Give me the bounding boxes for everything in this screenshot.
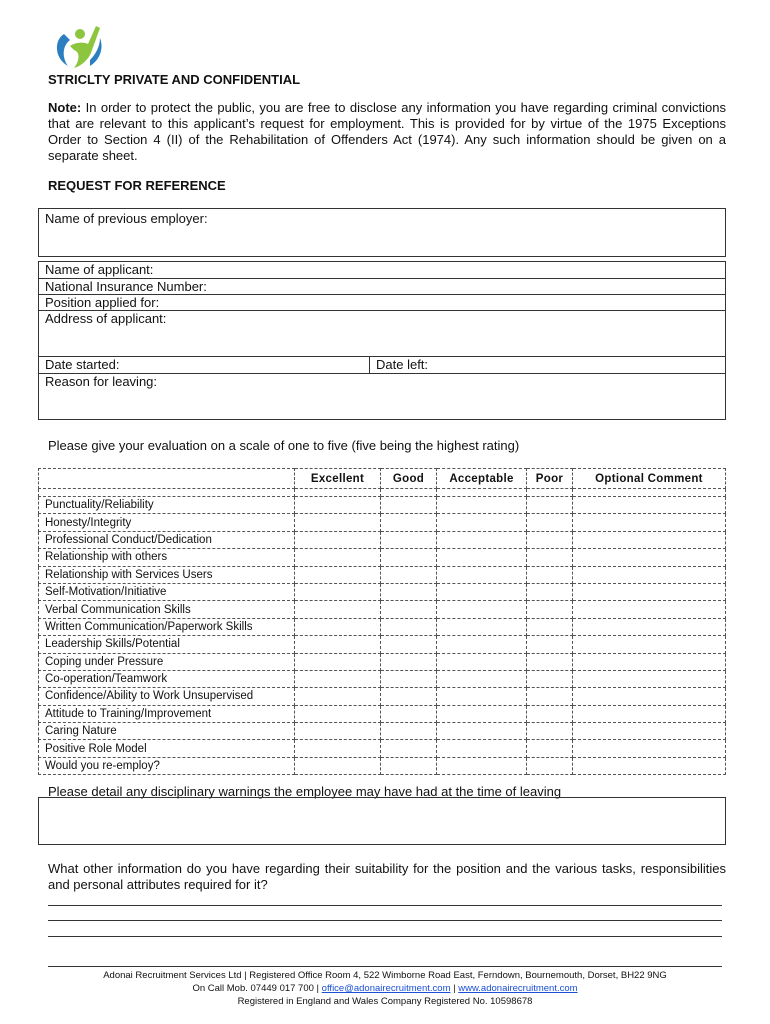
table-row xyxy=(39,757,726,774)
table-row xyxy=(39,601,726,618)
rating-cell-comment[interactable] xyxy=(573,653,726,670)
criterion-label: Would you re-employ? xyxy=(39,757,295,774)
criterion-label: Verbal Communication Skills xyxy=(39,601,295,618)
rating-cell-excellent[interactable] xyxy=(295,740,381,757)
rating-cell-excellent[interactable] xyxy=(295,723,381,740)
table-row xyxy=(39,688,726,705)
date-left-label: Date left: xyxy=(376,357,429,372)
rating-cell-excellent[interactable] xyxy=(295,601,381,618)
rating-cell-good[interactable] xyxy=(381,653,437,670)
rating-cell-good[interactable] xyxy=(381,583,437,600)
rating-cell-good[interactable] xyxy=(381,670,437,687)
rating-cell-poor[interactable] xyxy=(527,531,573,548)
criterion-label: Caring Nature xyxy=(39,723,295,740)
rating-cell-comment[interactable] xyxy=(573,618,726,635)
evaluation-instruction: Please give your evaluation on a scale of one to five (five being the highest rating) xyxy=(48,438,520,453)
criterion-label: Relationship with others xyxy=(39,549,295,566)
footer-divider xyxy=(48,966,722,967)
rating-cell-poor[interactable] xyxy=(527,705,573,722)
rating-cell-comment[interactable] xyxy=(573,583,726,600)
criterion-label: Confidence/Ability to Work Unsupervised xyxy=(39,688,295,705)
footer-website-link[interactable]: www.adonairecruitment.com xyxy=(458,983,578,994)
table-row xyxy=(39,636,726,653)
rating-cell-comment[interactable] xyxy=(573,670,726,687)
rating-cell-poor[interactable] xyxy=(527,566,573,583)
rating-cell-excellent[interactable] xyxy=(295,688,381,705)
table-row xyxy=(39,583,726,600)
rating-cell-acceptable[interactable] xyxy=(437,670,527,687)
rating-cell-excellent[interactable] xyxy=(295,497,381,514)
rating-cell-good[interactable] xyxy=(381,601,437,618)
rating-cell-poor[interactable] xyxy=(527,757,573,774)
footer-address: Adonai Recruitment Services Ltd | Registered Office Room 4, 522 Wimborne Road East, Ferndown, Bournemouth, Dorset, BH22 9NG xyxy=(103,970,667,981)
rating-cell-comment[interactable] xyxy=(573,531,726,548)
applicant-details-box xyxy=(38,261,726,420)
footer-email-link[interactable]: office@adonairecruitment.com xyxy=(321,983,451,994)
rating-cell-excellent[interactable] xyxy=(295,549,381,566)
rating-cell-poor[interactable] xyxy=(527,497,573,514)
criterion-label: Coping under Pressure xyxy=(39,653,295,670)
table-row xyxy=(39,618,726,635)
rating-cell-acceptable[interactable] xyxy=(437,636,527,653)
table-row xyxy=(39,531,726,548)
rating-cell-acceptable[interactable] xyxy=(437,497,527,514)
rating-cell-comment[interactable] xyxy=(573,497,726,514)
rating-cell-excellent[interactable] xyxy=(295,757,381,774)
criterion-label: Punctuality/Reliability xyxy=(39,497,295,514)
rating-cell-comment[interactable] xyxy=(573,636,726,653)
footer xyxy=(40,969,730,1008)
rating-cell-comment[interactable] xyxy=(573,688,726,705)
other-info-label: What other information do you have regarding their suitability for the position and the various tasks, responsibilities and personal attributes required for it? xyxy=(48,861,726,892)
rating-cell-acceptable[interactable] xyxy=(437,549,527,566)
rating-cell-good[interactable] xyxy=(381,688,437,705)
rating-cell-comment[interactable] xyxy=(573,740,726,757)
ni-number-label: National Insurance Number: xyxy=(45,279,207,294)
rating-cell-good[interactable] xyxy=(381,618,437,635)
rating-cell-acceptable[interactable] xyxy=(437,514,527,531)
rating-cell-excellent[interactable] xyxy=(295,514,381,531)
applicant-name-label: Name of applicant: xyxy=(45,262,154,277)
rating-cell-poor[interactable] xyxy=(527,670,573,687)
rating-cell-acceptable[interactable] xyxy=(437,618,527,635)
note-label: Note: xyxy=(48,100,82,115)
col-excellent: Excellent xyxy=(295,469,381,489)
rating-cell-comment[interactable] xyxy=(573,757,726,774)
rating-cell-excellent[interactable] xyxy=(295,670,381,687)
rating-cell-good[interactable] xyxy=(381,514,437,531)
rating-cell-excellent[interactable] xyxy=(295,618,381,635)
rating-cell-excellent[interactable] xyxy=(295,583,381,600)
rating-cell-comment[interactable] xyxy=(573,723,726,740)
rating-cell-excellent[interactable] xyxy=(295,705,381,722)
rating-cell-comment[interactable] xyxy=(573,514,726,531)
rating-cell-good[interactable] xyxy=(381,497,437,514)
table-row xyxy=(39,705,726,722)
address-label: Address of applicant: xyxy=(45,311,167,326)
confidential-heading: STRICLTY PRIVATE AND CONFIDENTIAL xyxy=(48,72,301,87)
answer-line-2[interactable] xyxy=(48,920,722,921)
rating-cell-good[interactable] xyxy=(381,549,437,566)
previous-employer-label: Name of previous employer: xyxy=(45,211,208,226)
col-good: Good xyxy=(381,469,437,489)
evaluation-table xyxy=(38,468,726,775)
rating-cell-good[interactable] xyxy=(381,531,437,548)
col-acceptable: Acceptable xyxy=(437,469,527,489)
rating-cell-acceptable[interactable] xyxy=(437,757,527,774)
criterion-label: Co-operation/Teamwork xyxy=(39,670,295,687)
criterion-label: Leadership Skills/Potential xyxy=(39,636,295,653)
rating-cell-poor[interactable] xyxy=(527,740,573,757)
rating-cell-poor[interactable] xyxy=(527,583,573,600)
rating-cell-poor[interactable] xyxy=(527,636,573,653)
disciplinary-field[interactable] xyxy=(38,797,726,845)
rating-cell-acceptable[interactable] xyxy=(437,601,527,618)
criteria-header xyxy=(39,469,295,489)
table-row xyxy=(39,549,726,566)
rating-cell-good[interactable] xyxy=(381,636,437,653)
table-row xyxy=(39,653,726,670)
rating-cell-poor[interactable] xyxy=(527,688,573,705)
rating-cell-good[interactable] xyxy=(381,740,437,757)
previous-employer-field[interactable] xyxy=(38,208,726,257)
answer-line-3[interactable] xyxy=(48,936,722,937)
rating-cell-excellent[interactable] xyxy=(295,566,381,583)
table-header-row xyxy=(39,469,726,489)
criterion-label: Professional Conduct/Dedication xyxy=(39,531,295,548)
rating-cell-poor[interactable] xyxy=(527,723,573,740)
table-row xyxy=(39,723,726,740)
company-logo xyxy=(50,20,110,72)
reason-leaving-label: Reason for leaving: xyxy=(45,374,158,389)
rating-cell-acceptable[interactable] xyxy=(437,531,527,548)
rating-cell-comment[interactable] xyxy=(573,705,726,722)
rating-cell-good[interactable] xyxy=(381,705,437,722)
table-row xyxy=(39,497,726,514)
request-title: REQUEST FOR REFERENCE xyxy=(48,178,226,193)
rating-cell-acceptable[interactable] xyxy=(437,583,527,600)
rating-cell-poor[interactable] xyxy=(527,653,573,670)
rating-cell-acceptable[interactable] xyxy=(437,740,527,757)
answer-line-1[interactable] xyxy=(48,905,722,906)
footer-registration: Registered in England and Wales Company Registered No. 10598678 xyxy=(237,996,533,1007)
col-comment: Optional Comment xyxy=(573,469,726,489)
rating-cell-excellent[interactable] xyxy=(295,531,381,548)
rating-cell-comment[interactable] xyxy=(573,566,726,583)
footer-separator: | xyxy=(453,983,456,994)
footer-phone: On Call Mob. 07449 017 700 | xyxy=(192,983,320,994)
criterion-label: Self-Motivation/Initiative xyxy=(39,583,295,600)
table-row xyxy=(39,740,726,757)
criterion-label: Relationship with Services Users xyxy=(39,566,295,583)
rating-cell-acceptable[interactable] xyxy=(437,705,527,722)
col-poor: Poor xyxy=(527,469,573,489)
rating-cell-comment[interactable] xyxy=(573,601,726,618)
position-label: Position applied for: xyxy=(45,295,160,310)
rating-cell-acceptable[interactable] xyxy=(437,688,527,705)
rating-cell-acceptable[interactable] xyxy=(437,723,527,740)
note-text: In order to protect the public, you are free to disclose any information you have regarding criminal convictions that are relevant to this applicant’s request for employment. This is provided for by virtue of the 1975 Exceptions Order to Section 4 (II) of the Rehabilitation of Offenders Act (1974). Any such information should be given on a separate sheet. xyxy=(48,100,726,163)
table-spacer-row xyxy=(39,489,726,497)
rating-cell-poor[interactable] xyxy=(527,514,573,531)
rating-cell-excellent[interactable] xyxy=(295,636,381,653)
rating-cell-acceptable[interactable] xyxy=(437,566,527,583)
rating-cell-good[interactable] xyxy=(381,757,437,774)
rating-cell-excellent[interactable] xyxy=(295,653,381,670)
table-row xyxy=(39,514,726,531)
table-row xyxy=(39,566,726,583)
footer-contact xyxy=(40,982,730,995)
table-row xyxy=(39,670,726,687)
rating-cell-poor[interactable] xyxy=(527,549,573,566)
rating-cell-poor[interactable] xyxy=(527,601,573,618)
rating-cell-good[interactable] xyxy=(381,566,437,583)
rating-cell-acceptable[interactable] xyxy=(437,653,527,670)
criterion-label: Written Communication/Paperwork Skills xyxy=(39,618,295,635)
rating-cell-comment[interactable] xyxy=(573,549,726,566)
criterion-label: Attitude to Training/Improvement xyxy=(39,705,295,722)
disciplinary-label: Please detail any disciplinary warnings the employee may have had at the time of leaving xyxy=(48,784,562,799)
rating-cell-good[interactable] xyxy=(381,723,437,740)
criterion-label: Honesty/Integrity xyxy=(39,514,295,531)
rating-cell-poor[interactable] xyxy=(527,618,573,635)
date-started-label: Date started: xyxy=(45,357,120,372)
criterion-label: Positive Role Model xyxy=(39,740,295,757)
note-paragraph xyxy=(48,100,726,164)
